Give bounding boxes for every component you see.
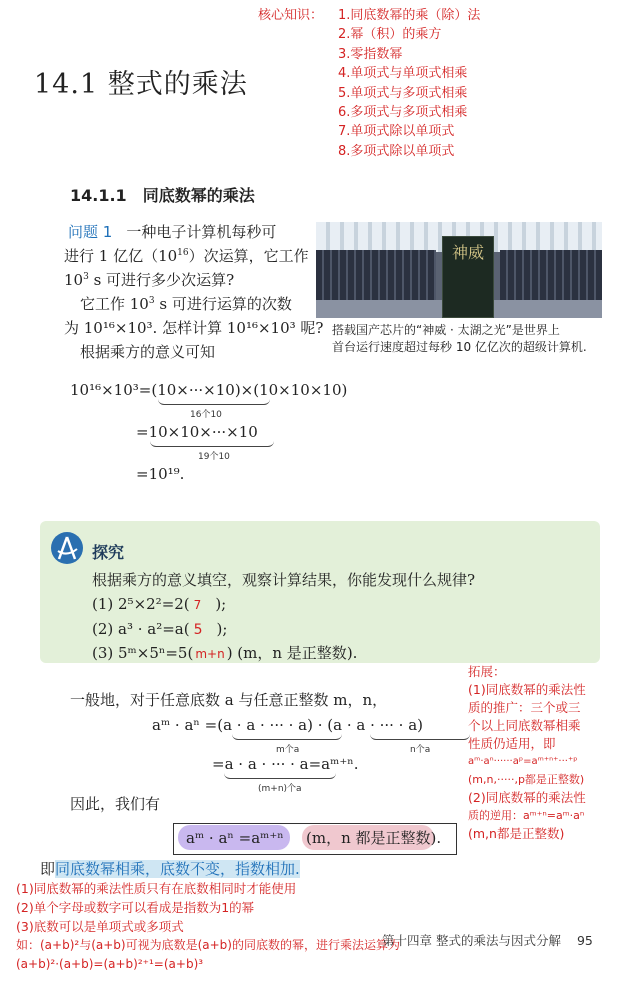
- note-line: 个以上同底数幂相乘: [468, 718, 581, 733]
- general-eq-1: aᵐ · aⁿ =(a · a · ··· · a) · (a · a · ··· · a): [152, 716, 424, 734]
- note-line: 性质仍适用，即: [468, 736, 556, 751]
- problem-line: 进行 1 亿亿（10: [64, 247, 178, 265]
- core-item: 6.多项式与多项式相乘: [338, 105, 468, 121]
- section-heading: [70, 183, 255, 206]
- exponent: 16: [177, 248, 189, 258]
- compass-icon: [50, 531, 84, 565]
- note-line: (a+b)²·(a+b)=(a+b)²⁺¹=(a+b)³: [16, 957, 204, 971]
- therefore-text: 因此，我们有: [70, 795, 161, 813]
- problem-line: s 可进行多少次运算?: [88, 271, 235, 289]
- calc-line-3: =10¹⁹.: [136, 465, 185, 483]
- question-text: ) (m，n 是正整数).: [226, 644, 358, 662]
- general-intro: 一般地，对于任意底数 a 与任意正整数 m，n，: [70, 691, 388, 709]
- answer: 5: [193, 622, 203, 638]
- problem-line: s 可进行运算的次数: [154, 295, 292, 313]
- note-line: 拓展：: [468, 664, 506, 679]
- problem-line: 一种电子计算机每秒可: [126, 223, 277, 241]
- core-item: 4.单项式与单项式相乘: [338, 66, 468, 82]
- problem-line: 为 10¹⁶×10³. 怎样计算 10¹⁶×10³ 呢?: [64, 319, 324, 337]
- footer-chapter: 第十四章 整式的乘法与因式分解: [382, 933, 561, 948]
- exponent: 3: [83, 272, 89, 282]
- machine-cabinet: 神威: [442, 236, 494, 318]
- problem-line: ）次运算，它工作: [188, 247, 309, 265]
- question-text: (3) 5ᵐ×5ⁿ=5(: [92, 644, 194, 662]
- question-text: (1) 2⁵×2²=2(: [92, 595, 190, 613]
- note-line: (2)单个字母或数字可以看成是指数为1的幂: [16, 900, 255, 915]
- note-line: (m,n都是正整数): [468, 826, 565, 841]
- calc-line-2: =10×10×···×10: [136, 423, 258, 441]
- note-line: (2)同底数幂的乘法性: [468, 790, 586, 805]
- core-item: 3.零指数幂: [338, 46, 403, 62]
- core-knowledge-label: 核心知识：: [258, 8, 324, 23]
- brace: [150, 440, 274, 447]
- explore-q3: [92, 641, 357, 666]
- note-line: aᵐ·aⁿ······aᵖ=aᵐ⁺ⁿ⁺···⁺ᵖ: [468, 756, 578, 767]
- core-item: 7.单项式除以单项式: [338, 124, 455, 140]
- page-footer: [382, 931, 593, 949]
- extension-notes: [468, 663, 586, 843]
- photo-caption: [332, 322, 587, 356]
- note-line: (1)同底数幂的乘法性质只有在底数相同时才能使用: [16, 881, 297, 896]
- page-number: 95: [576, 933, 593, 948]
- formula-condition: (m，n 都是正整数).: [306, 829, 442, 847]
- brace-label: 19个10: [198, 452, 230, 462]
- formula: aᵐ · aⁿ =aᵐ⁺ⁿ: [186, 829, 284, 847]
- brace-label: 16个10: [190, 410, 222, 420]
- brace-label: (m+n)个a: [258, 784, 302, 794]
- brace-label: m个a: [276, 745, 300, 755]
- core-item: 5.单项式与多项式相乘: [338, 85, 468, 101]
- problem-line: 它工作 10: [80, 295, 149, 313]
- section-number: 14.1.1: [70, 186, 127, 205]
- explore-q1: [92, 592, 226, 617]
- question-text: (2) a³ · a²=a(: [92, 620, 190, 638]
- explore-title: 探究: [92, 543, 125, 562]
- brace: [224, 772, 336, 779]
- answer: 7: [193, 598, 202, 612]
- note-line: 如：(a+b)²与(a+b)可视为底数是(a+b)的同底数的幂，进行乘法运算为: [16, 938, 400, 952]
- problem-line: 根据乘方的意义可知: [80, 343, 216, 361]
- answer: m+n: [195, 647, 225, 661]
- supercomputer-photo: [316, 222, 602, 318]
- note-line: (m,n,·····,p都是正整数): [468, 773, 585, 786]
- caption-line: 首台运行速度超过每秒 10 亿亿次的超级计算机.: [332, 340, 587, 354]
- core-item: 8.多项式除以单项式: [338, 143, 455, 159]
- core-item: 1.同底数幂的乘（除）法: [338, 8, 481, 23]
- rule-statement: [40, 858, 300, 879]
- caption-line: 搭载国产芯片的“神威 · 太湖之光”是世界上: [332, 323, 560, 337]
- note-line: (3)底数可以是单项式或多项式: [16, 919, 184, 934]
- core-knowledge-list: [258, 6, 480, 161]
- question-text: );: [215, 595, 227, 613]
- rule-text: 同底数幂相乘，底数不变，指数相加.: [55, 860, 300, 878]
- question-text: );: [216, 620, 228, 638]
- explore-q2: [92, 617, 227, 642]
- note-line: 质的推广：三个或三: [468, 700, 581, 715]
- brace: [370, 733, 470, 740]
- problem-text: [64, 220, 324, 364]
- calc-line-1: 10¹⁶×10³=(10×···×10)×(10×10×10): [70, 381, 348, 399]
- rule-prefix: 即: [40, 860, 56, 878]
- section-title: 同底数幂的乘法: [142, 186, 255, 205]
- note-line: 质的逆用：aᵐ⁺ⁿ=aᵐ·aⁿ: [468, 809, 585, 822]
- explore-intro: 根据乘方的意义填空，观察计算结果，你能发现什么规律?: [92, 571, 476, 589]
- general-eq-2: =a · a · ··· · a=aᵐ⁺ⁿ.: [212, 755, 359, 773]
- problem-label: 问题 1: [68, 223, 113, 241]
- brace: [232, 733, 342, 740]
- exponent: 3: [148, 296, 155, 306]
- brace: [158, 398, 270, 405]
- chapter-title: 14.1 整式的乘法: [34, 69, 248, 100]
- note-line: (1)同底数幂的乘法性: [468, 682, 586, 697]
- problem-line: 10: [64, 271, 84, 289]
- handwritten-notes: [16, 879, 400, 974]
- core-item: 2.幂（积）的乘方: [338, 27, 442, 43]
- brace-label: n个a: [410, 745, 431, 755]
